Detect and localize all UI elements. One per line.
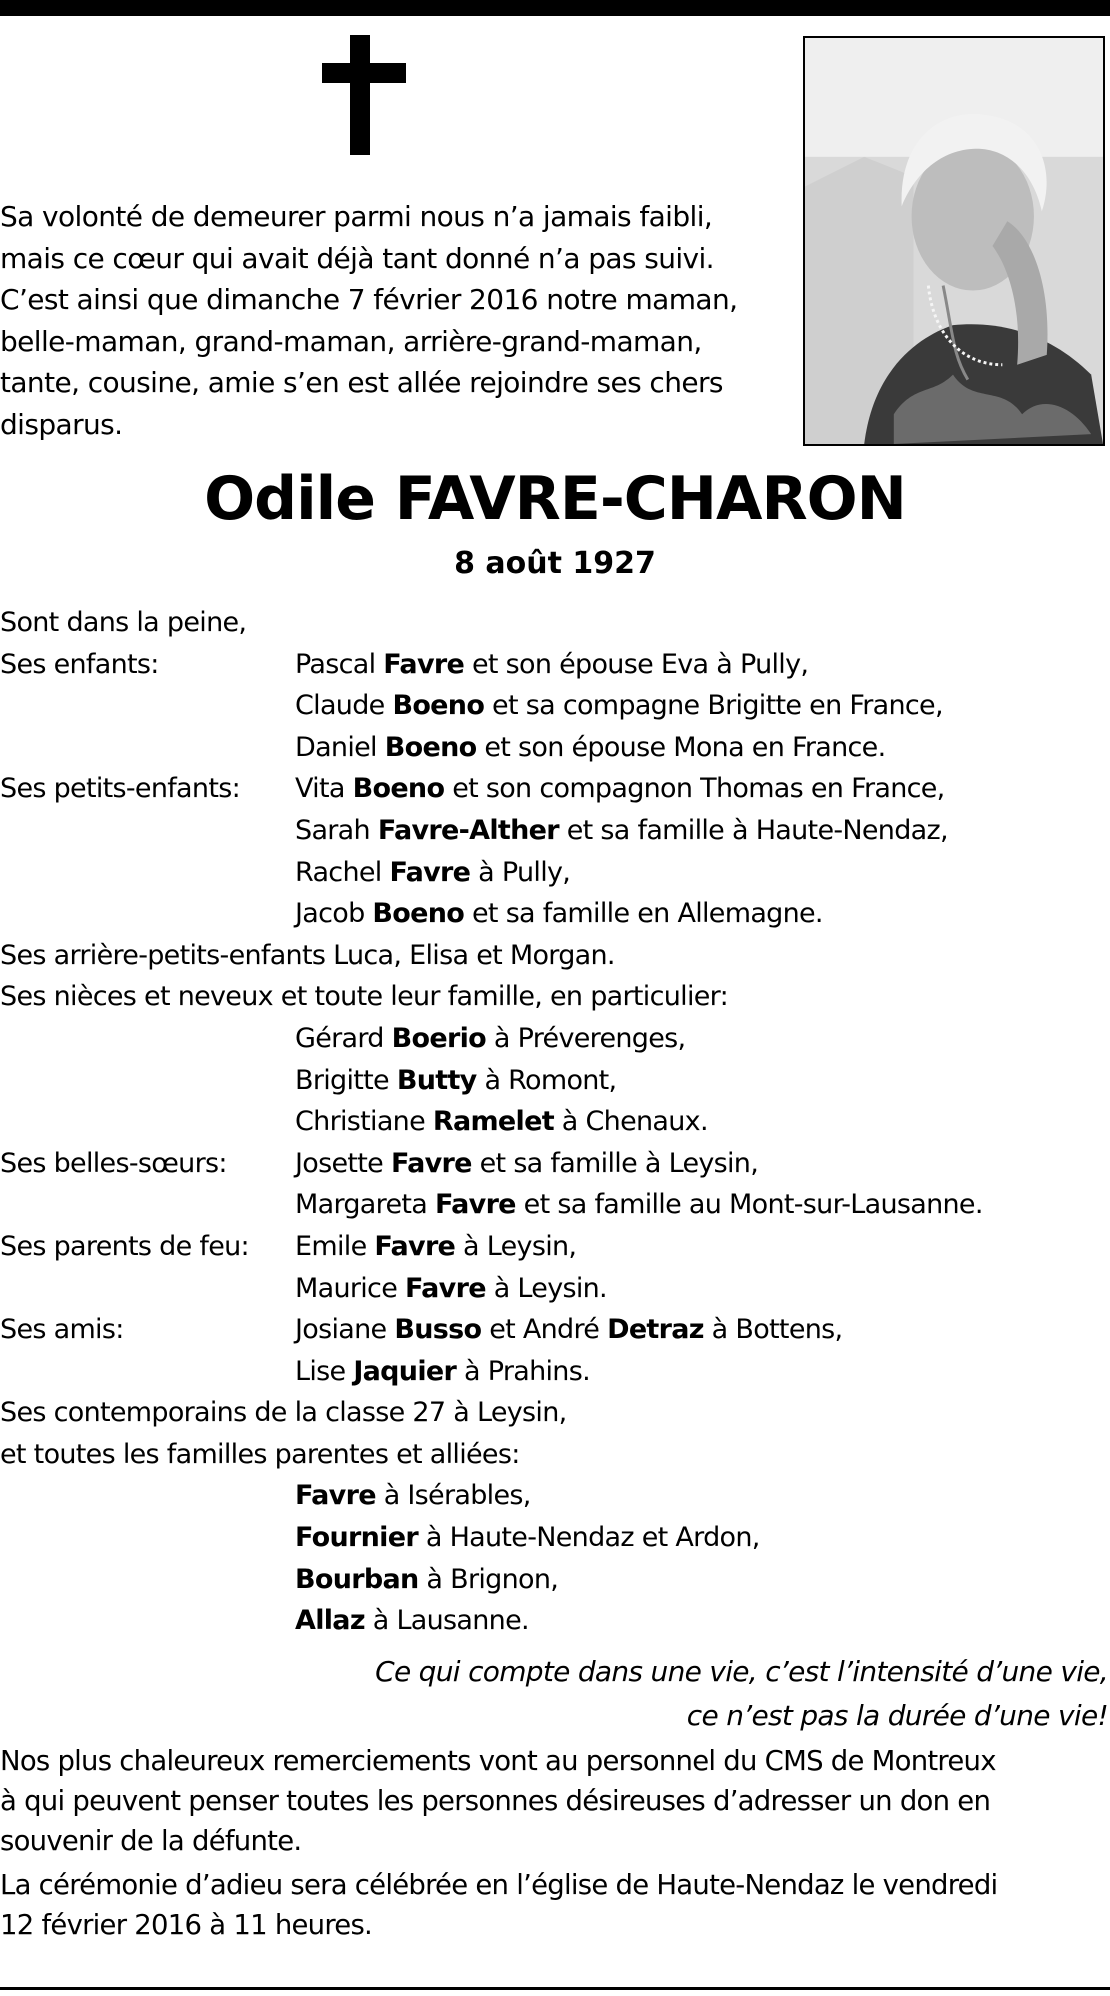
surname: Ramelet: [432, 1106, 554, 1138]
mourner-row: Daniel Boeno et son épouse Mona en France.: [295, 731, 886, 763]
surname: Jaquier: [353, 1355, 457, 1387]
intro-line: C’est ainsi que dimanche 7 février 2016 notre maman,: [0, 283, 738, 316]
mourner-row: Claude Boeno et sa compagne Brigitte en France,: [295, 690, 943, 722]
surname: Butty: [396, 1064, 477, 1096]
mourners-opening: Sont dans la peine,: [0, 607, 247, 638]
ceremony-line: 12 février 2016 à 11 heures.: [0, 1909, 373, 1941]
intro-line: disparus.: [0, 407, 123, 441]
relation-label: Ses belles-sœurs:: [0, 1147, 227, 1179]
ceremony-paragraph: [0, 1865, 1110, 1945]
families-intro: et toutes les familles parentes et alliées:: [0, 1438, 520, 1470]
great-grandchildren-line: Ses arrière-petits-enfants Luca, Elisa et Morgan.: [0, 939, 615, 971]
surname: Favre: [295, 1480, 376, 1512]
family-row: Favre à Isérables,: [295, 1480, 531, 1512]
intro-line: mais ce cœur qui avait déjà tant donné n’a pas suivi.: [0, 241, 714, 275]
relation-label: Ses parents de feu:: [0, 1230, 249, 1262]
relation-label: Ses amis:: [0, 1314, 124, 1346]
mourner-row: Sarah Favre-Alther et sa famille à Haute-Nendaz,: [295, 814, 948, 846]
thanks-paragraph: [0, 1741, 1110, 1861]
quote-line: ce n’est pas la durée d’une vie!: [686, 1699, 1108, 1732]
surname: Busso: [394, 1314, 482, 1346]
intro-paragraph: [0, 196, 785, 445]
mourner-row: Ses parents de feu: Emile Favre à Leysin,: [0, 1226, 1110, 1268]
family-row: Fournier à Haute-Nendaz et Ardon,: [295, 1522, 760, 1554]
surname: Boeno: [392, 690, 485, 722]
surname: Boeno: [372, 898, 465, 930]
portrait-photo: [803, 36, 1105, 446]
surname: Boerio: [391, 1022, 487, 1054]
surname: Favre-Alther: [377, 814, 559, 846]
surname: Fournier: [295, 1522, 418, 1554]
top-border-rule: [0, 0, 1110, 16]
surname: Boeno: [352, 773, 445, 805]
surname: Favre: [405, 1272, 486, 1304]
contemporaries-line: Ses contemporains de la classe 27 à Leysin,: [0, 1397, 567, 1429]
mourners-list: [0, 602, 1110, 1642]
relation-label: Ses enfants:: [0, 648, 159, 680]
mourner-row: Maurice Favre à Leysin.: [295, 1272, 607, 1304]
thanks-line: Nos plus chaleureux remerciements vont au personnel du CMS de Montreux: [0, 1745, 996, 1777]
mourner-row: Rachel Favre à Pully,: [295, 856, 571, 888]
deceased-name: Odile FAVRE-CHARON: [204, 464, 906, 534]
mourner-row: Gérard Boerio à Préverenges,: [295, 1022, 686, 1054]
quote-line: Ce qui compte dans une vie, c’est l’intensité d’une vie,: [375, 1655, 1108, 1688]
surname: Boeno: [384, 731, 477, 763]
thanks-line: souvenir de la défunte.: [0, 1825, 302, 1857]
surname: Allaz: [295, 1605, 365, 1637]
ceremony-line: La cérémonie d’adieu sera célébrée en l’église de Haute-Nendaz le vendredi: [0, 1869, 998, 1901]
mourner-row: Brigitte Butty à Romont,: [295, 1064, 617, 1096]
mourner-row: Ses amis: Josiane Busso et André Detraz à Bottens,: [0, 1309, 1110, 1351]
nieces-intro: Ses nièces et neveux et toute leur famille, en particulier:: [0, 981, 728, 1013]
surname: Favre: [434, 1189, 516, 1221]
bottom-border-rule: [0, 1987, 1110, 1990]
intro-line: tante, cousine, amie s’en est allée rejoindre ses chers: [0, 366, 723, 399]
quote: [0, 1650, 1108, 1738]
family-row: Allaz à Lausanne.: [295, 1605, 529, 1637]
relation-label: Ses petits-enfants:: [0, 773, 240, 805]
birth-date: 8 août 1927: [454, 546, 656, 581]
intro-line: belle-maman, grand-maman, arrière-grand-maman,: [0, 324, 702, 358]
mourner-row: Lise Jaquier à Prahins.: [295, 1355, 590, 1387]
family-row: Bourban à Brignon,: [295, 1563, 559, 1595]
surname: Favre: [390, 1147, 472, 1179]
intro-line: Sa volonté de demeurer parmi nous n’a jamais faibli,: [0, 200, 713, 233]
mourner-row: Ses enfants: Pascal Favre et son épouse Eva à Pully,: [0, 644, 1110, 686]
mourner-row: Ses belles-sœurs: Josette Favre et sa famille à Leysin,: [0, 1143, 1110, 1185]
mourner-row: Margareta Favre et sa famille au Mont-sur-Lausanne.: [295, 1189, 983, 1221]
surname: Detraz: [607, 1314, 704, 1346]
surname: Bourban: [295, 1563, 419, 1595]
thanks-line: à qui peuvent penser toutes les personnes désireuses d’adresser un don en: [0, 1785, 991, 1817]
surname: Favre: [389, 856, 471, 888]
mourner-row: Christiane Ramelet à Chenaux.: [295, 1106, 708, 1138]
surname: Favre: [383, 648, 465, 680]
mourner-row: Ses petits-enfants: Vita Boeno et son compagnon Thomas en France,: [0, 768, 1110, 810]
surname: Favre: [374, 1230, 456, 1262]
mourner-row: Jacob Boeno et sa famille en Allemagne.: [295, 898, 823, 930]
